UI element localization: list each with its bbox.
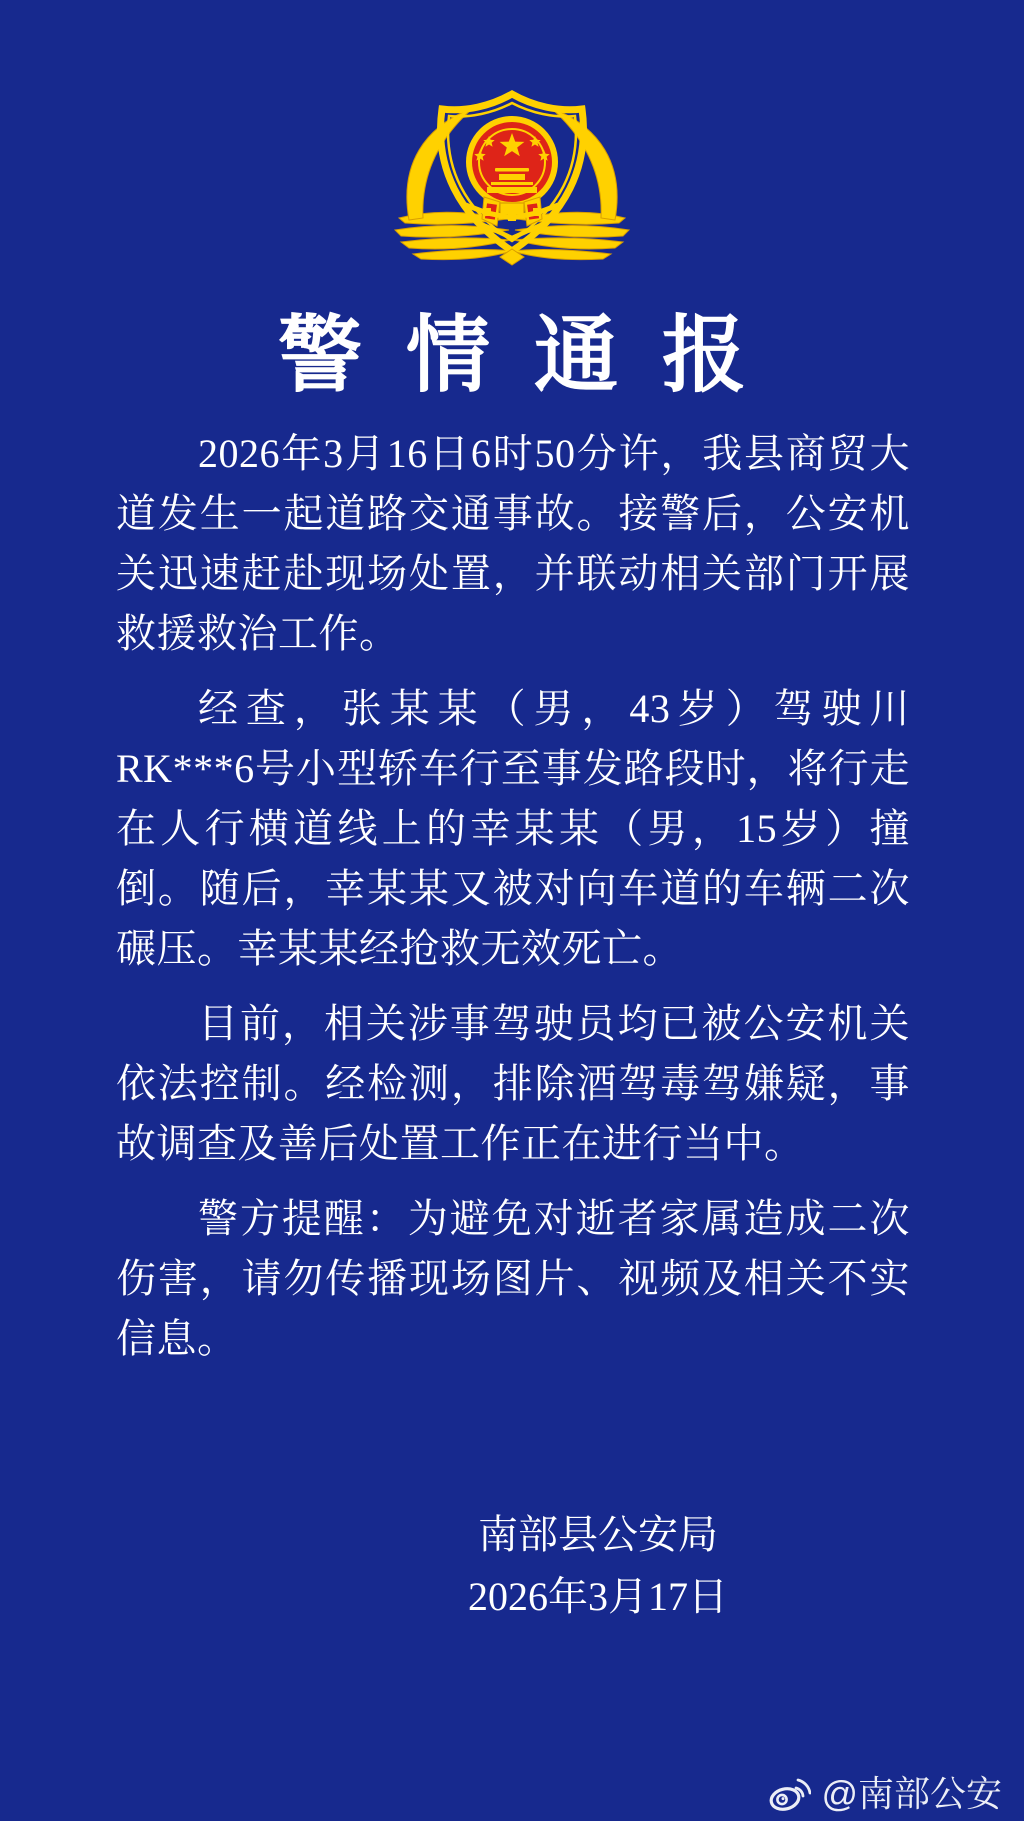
weibo-watermark [767,1766,1002,1817]
notice-body [116,424,910,1384]
police-badge-icon [381,70,643,266]
signature-date: 2026年3月17日 [468,1574,728,1619]
signature-agency: 南部县公安局 [478,1512,718,1557]
paragraph-reminder: 警方提醒：为避免对逝者家属造成二次伤害，请勿传播现场图片、视频及相关不实信息。 [116,1196,910,1361]
weibo-handle: @南部公安 [821,1773,1002,1814]
signature-block [0,1504,1024,1628]
paragraph-incident: 2026年3月16日6时50分许，我县商贸大道发生一起道路交通事故。接警后，公安机关迅速赶赴现场处置，并联动相关部门开展救援救治工作。 [116,431,910,656]
weibo-icon [767,1772,811,1812]
paragraph-investigation: 经查，张某某（男，43岁）驾驶川RK***6号小型轿车行至事发路段时，将行走在人行横道线上的幸某某（男，15岁）撞倒。随后，幸某某又被对向车道的车辆二次碾压。幸某某经抢救无效死亡。 [116,686,910,971]
notice-title: 警情通报 [277,310,790,403]
paragraph-status: 目前，相关涉事驾驶员均已被公安机关依法控制。经检测，排除酒驾毒驾嫌疑，事故调查及善后处置工作正在进行当中。 [116,1001,910,1166]
